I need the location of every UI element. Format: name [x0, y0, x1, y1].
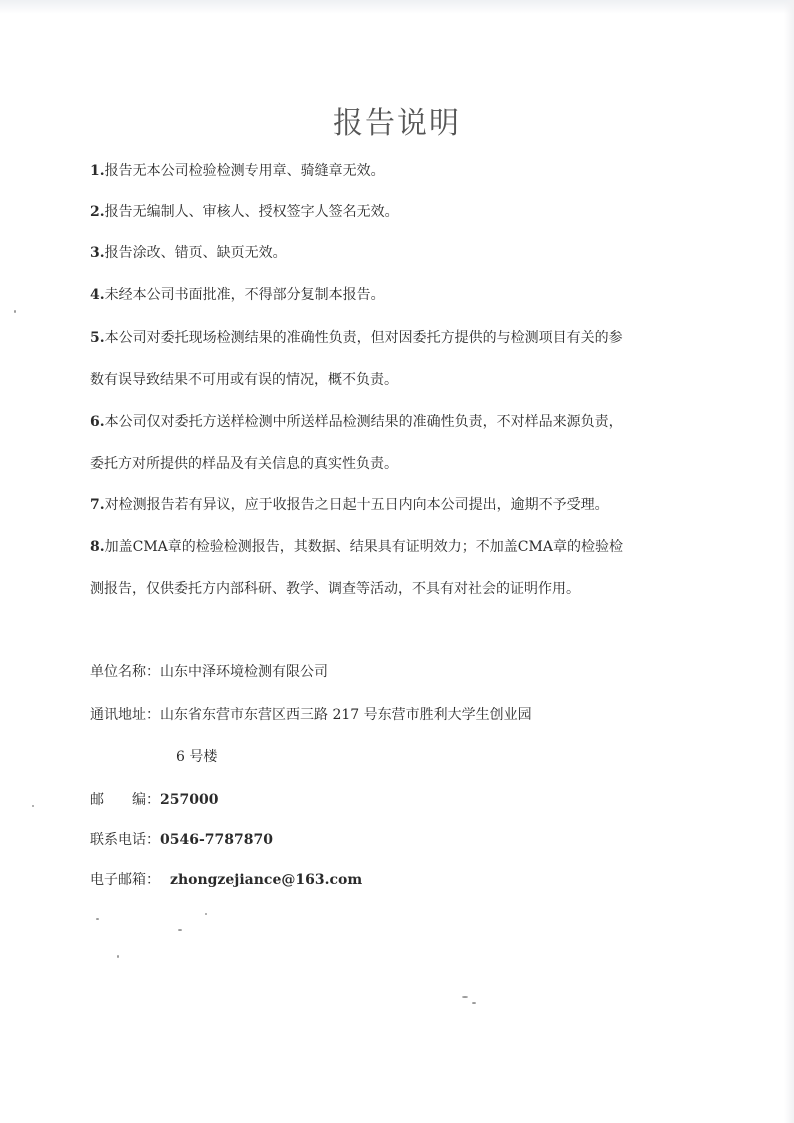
clause-7 [90, 495, 710, 515]
clause-text: 报告涂改、错页、缺页无效。 [104, 245, 287, 261]
contact-unit [90, 662, 328, 682]
clause-number: 8. [90, 539, 105, 555]
contact-address [90, 705, 532, 725]
clause-8 [90, 537, 710, 557]
scan-speck [96, 918, 99, 920]
scan-edge-top [0, 0, 794, 14]
contact-address-cont [176, 747, 217, 767]
scan-speck [205, 913, 207, 915]
contact-phone [90, 830, 273, 850]
clause-5 [90, 328, 710, 348]
address-value: 山东省东营市东营区西三路 217 号东营市胜利大学生创业园 [160, 707, 532, 723]
postcode-value: 257000 [160, 792, 219, 808]
unit-value: 山东中泽环境检测有限公司 [160, 664, 328, 680]
clause-6-line-2 [90, 454, 710, 474]
clause-number: 7. [90, 497, 105, 513]
clause-text: 对检测报告若有异议，应于收报告之日起十五日内向本公司提出，逾期不予受理。 [104, 497, 609, 513]
clause-number: 6. [90, 414, 105, 430]
contact-postcode [90, 790, 218, 810]
address-label: 通讯地址： [90, 707, 160, 723]
clause-text: 加盖CMA章的检验检测报告，其数据、结果具有证明效力；不加盖CMA章的检验检 [104, 539, 623, 555]
clause-text: 测报告，仅供委托方内部科研、教学、调查等活动，不具有对社会的证明作用。 [90, 581, 580, 597]
scan-speck [32, 805, 34, 807]
clause-1 [90, 161, 710, 181]
page-title: 报告说明 [333, 106, 461, 141]
clause-text: 本公司对委托现场检测结果的准确性负责，但对因委托方提供的与检测项目有关的参 [104, 330, 623, 346]
contact-email [90, 870, 362, 890]
email-value: zhongzejiance@163.com [170, 872, 363, 888]
clause-text: 委托方对所提供的样品及有关信息的真实性负责。 [90, 456, 398, 472]
email-label: 电子邮箱： [90, 872, 160, 888]
clause-text: 报告无本公司检验检测专用章、骑缝章无效。 [104, 163, 385, 179]
scan-speck [472, 1002, 476, 1004]
clause-4 [90, 285, 710, 305]
scan-speck [462, 996, 468, 998]
clause-text: 未经本公司书面批准，不得部分复制本报告。 [104, 287, 385, 303]
clause-text: 报告无编制人、审核人、授权签字人签名无效。 [104, 204, 399, 220]
scan-speck [117, 955, 119, 958]
unit-label: 单位名称： [90, 664, 160, 680]
phone-value: 0546-7787870 [160, 832, 273, 848]
clause-text: 数有误导致结果不可用或有误的情况，概不负责。 [90, 372, 398, 388]
clause-3 [90, 243, 710, 263]
clause-number: 3. [90, 245, 105, 261]
clause-5-line-2 [90, 370, 710, 390]
clause-2 [90, 202, 710, 222]
clause-number: 5. [90, 330, 105, 346]
clause-number: 1. [90, 163, 105, 179]
clause-number: 4. [90, 287, 105, 303]
clause-6 [90, 412, 710, 432]
clause-number: 2. [90, 204, 105, 220]
scan-speck [178, 929, 182, 931]
phone-label: 联系电话： [90, 832, 160, 848]
scan-speck [14, 310, 16, 313]
address-cont: 6 号楼 [176, 749, 218, 765]
postcode-label: 邮 编： [90, 792, 160, 808]
clause-text: 本公司仅对委托方送样检测中所送样品检测结果的准确性负责，不对样品来源负责， [104, 414, 623, 430]
clause-8-line-2 [90, 579, 710, 599]
scan-edge-right [784, 0, 794, 1123]
